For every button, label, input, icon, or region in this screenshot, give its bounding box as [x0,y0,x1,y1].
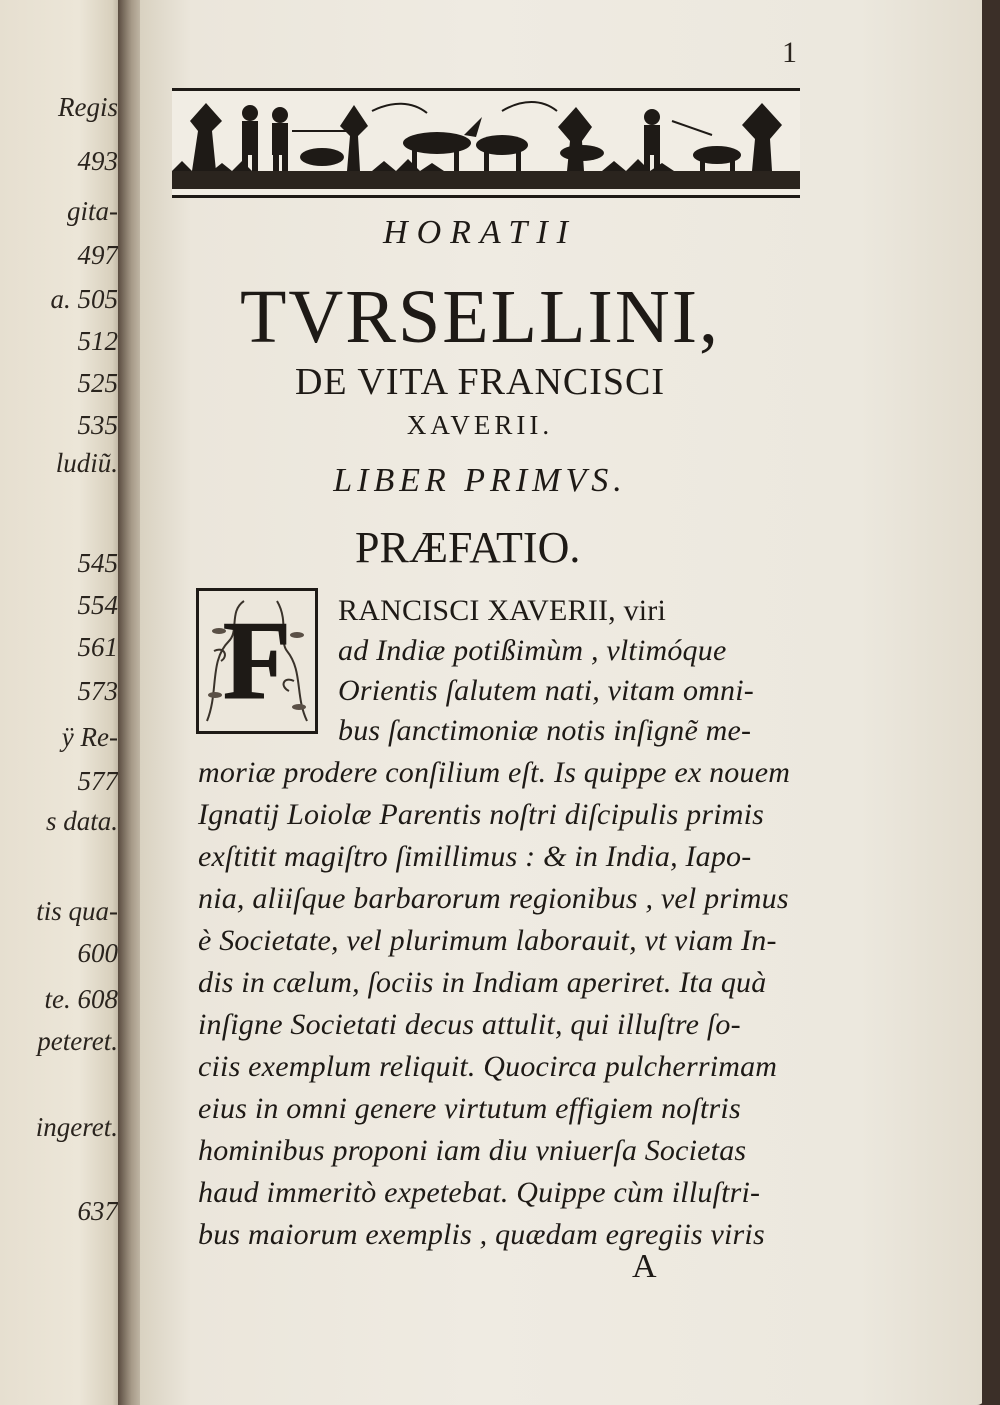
index-line: s data. [45,806,118,836]
index-line: 600 [77,938,118,968]
title-work-subject: XAVERII. [406,410,554,440]
index-line: 545 [77,548,118,578]
index-line: 554 [77,590,118,620]
body-text-line: ciis exemplum reliquit. Quocirca pulcherrimam [198,1050,778,1083]
body-text-line: eius in omni genere virtutum effigiem noſtris [198,1092,741,1125]
body-text-line: Orientis ſalutem nati, vitam omni- [338,674,754,707]
body-text-line: Ignatij Loiolæ Parentis noſtri diſcipulis primis [198,798,765,831]
body-text-line: moriæ prodere conſilium eſt. Is quippe ex nouem [198,756,791,789]
index-line: 637 [77,1196,118,1226]
body-text-line: inſigne Societati decus attulit, qui illuſtre ſo- [198,1008,741,1041]
index-line: ludiũ. [55,448,118,478]
book-number: LIBER PRIMVS. [333,462,627,499]
body-text-line: dis in cælum, ſociis in Indiam aperiret. Ita quà [198,966,767,999]
index-line: gita- [67,196,118,226]
index-line: te. 608 [44,984,118,1014]
body-text-line: hominibus proponi iam diu vniuerſa Societas [198,1134,747,1167]
index-line: tis qua- [36,896,118,926]
title-work: DE VITA FRANCISCI [294,361,666,403]
body-text-line: nia, aliiſque barbarorum regionibus , vel primus [198,882,789,915]
woodcut-headpiece-ornament [172,88,800,198]
preface-heading: PRÆFATIO. [355,523,581,572]
index-line: 512 [77,326,118,356]
index-line: 577 [77,766,118,796]
index-line: 525 [77,368,118,398]
index-line: 535 [77,410,118,440]
page-number: 1 [782,36,797,69]
signature-mark: A [632,1248,657,1285]
index-line: a. 505 [50,284,118,314]
body-text-line: exſtitit magiſtro ſimillimus : & in India, Iapo- [198,840,752,873]
initial-letter: F [222,598,292,723]
background-edge [982,0,1000,1405]
index-line: 493 [77,146,118,176]
decorated-initial [196,588,318,734]
index-line: 573 [77,676,118,706]
body-text-line: è Societate, vel plurimum laborauit, vt viam In- [198,924,777,957]
index-line: 497 [77,240,118,270]
index-line: Regis [58,92,118,122]
body-text-line: RANCISCI XAVERII, viri [338,594,667,627]
body-text-line: bus ſanctimoniæ notis inſignẽ me- [338,714,752,747]
previous-page [0,0,132,1405]
current-page [140,0,985,1405]
body-text-line: ad Indiæ potißimùm , vltimóque [338,634,727,667]
title-author-surname: TVRSELLINI, [239,275,721,359]
title-author-forename: HORATII [383,214,577,251]
index-line: ingeret. [35,1112,118,1142]
index-line: ÿ Re- [61,722,118,752]
body-text-line: haud immeritò expetebat. Quippe cùm illuſtri- [198,1176,761,1209]
body-text-line: bus maiorum exemplis , quædam egregiis viris [198,1218,765,1251]
index-line: peteret. [37,1026,118,1056]
index-line: 561 [77,632,118,662]
